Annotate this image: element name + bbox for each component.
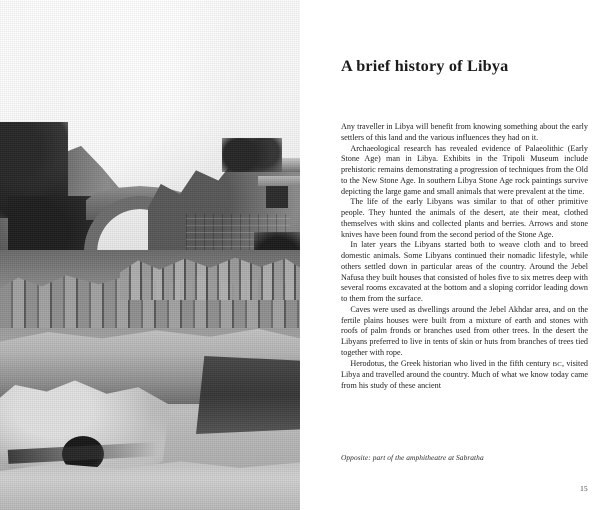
body-text-column [341,122,588,392]
photo-pit-shadow [196,356,300,434]
bc-small-caps: BC [552,360,562,368]
page-number: 15 [580,484,588,493]
paragraph-1: Any traveller in Libya will benefit from knowing something about the early settlers of this land and the various influences they had on it. [341,122,588,142]
text-page [300,0,600,510]
paragraph-6 [341,359,588,392]
photo-lower-ruins-field [0,250,300,510]
photo-vegetation-upper-right [222,138,282,172]
photo-caption: Opposite: part of the amphitheatre at Sabratha [341,453,484,462]
photo-block-row-back [120,254,300,300]
herodotus-text-before: Herodotus, the Greek historian who lived in the fifth century [350,358,553,368]
photo-lintel-lower [258,176,300,186]
photo-dark-doorway [266,186,288,208]
page-title: A brief history of Libya [341,56,509,75]
paragraph-3: The life of the early Libyans was similar to that of other primitive people. They hunted the animals of the desert, ate their meat, clothed themselves with skins and collected plants and berries. Arrows and stone knives have been found from the second period of the Stone Age. [341,197,588,239]
paragraph-5: Caves were used as dwellings around the Jebel Akhdar area, and on the fertile plains houses were built from a mixture of earth and stones with roofs of palm fronds or branches used from other trees. In the desert the Libyans preferred to live in tents of skin or huts from branches of trees tied together with rope. [341,304,588,357]
paragraph-4: In later years the Libyans started both to weave cloth and to breed domestic animals. Some Libyans continued their nomadic lifestyle, while others settled down in particular areas of the country. Around the Jebel Nafusa they built houses that consisted of holes five to six metres deep with several rooms excavated at the bottom and a sloping corridor leading down to them from the surface. [341,240,588,303]
paragraph-2: Archaeological research has revealed evidence of Palaeolithic (Early Stone Age) man in Libya. Exhibits in the Tripoli Museum include prehistoric remains demonstrating a progression of techniques from the Old to the New Stone Age. In southern Libya Stone Age rock paintings survive depicting the large game and small animals that were prevalent at the time. [341,143,588,196]
herodotus-text-after: , visited Libya and travelled around the country. Much of what we know today came from his study of these ancient [341,358,588,390]
